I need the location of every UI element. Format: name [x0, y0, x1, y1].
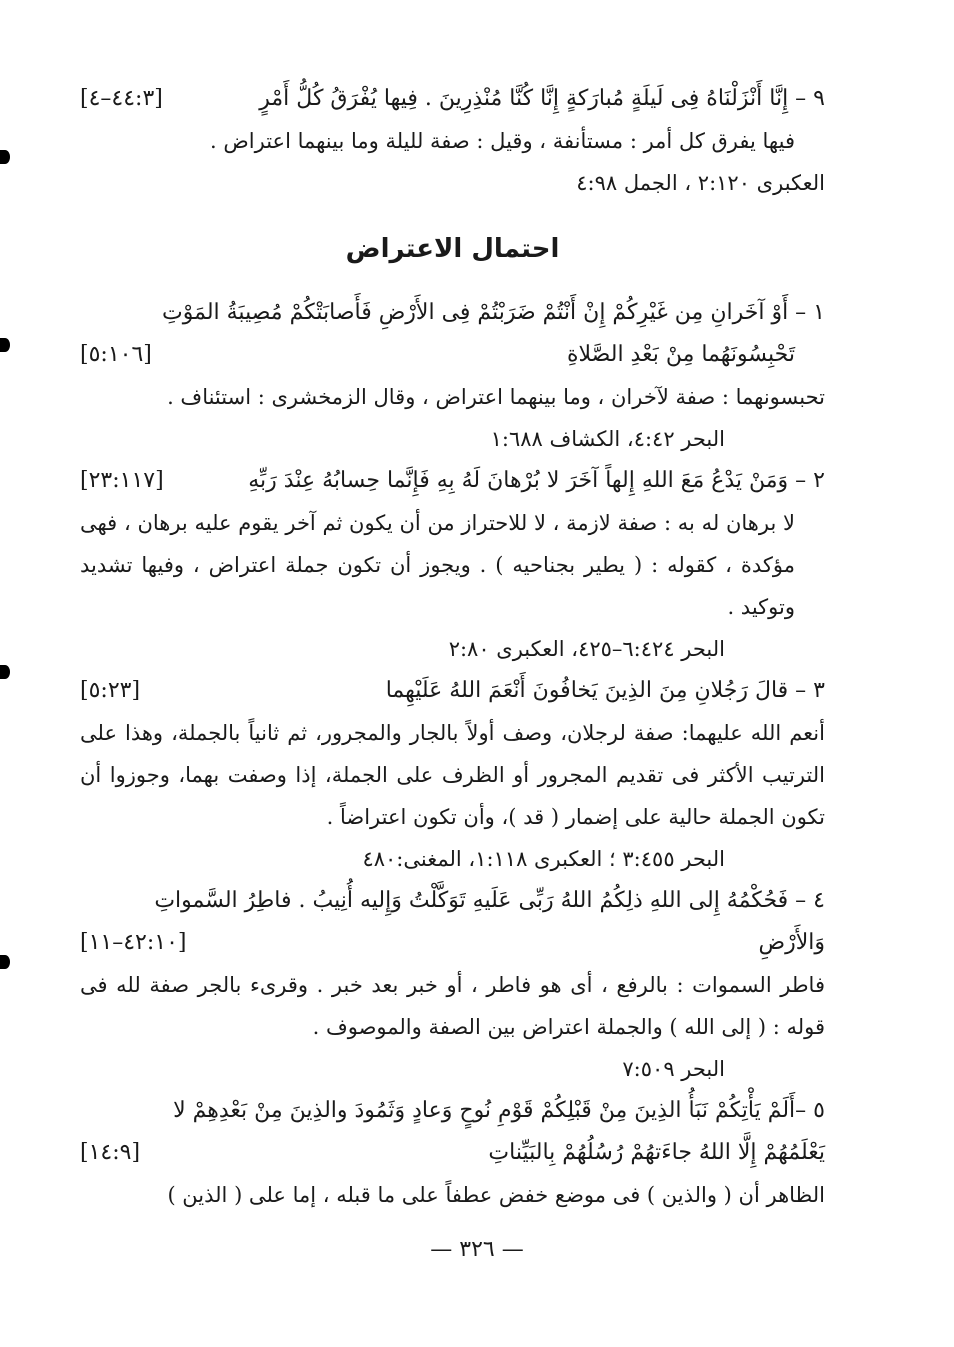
entry-1-ref: [٥:١٠٦]	[80, 342, 152, 367]
entry-5-verse-a: ٥ –أَلَمْ يَأْتِكُمْ نَبَأُ الذِينَ مِنْ قَبْلِكُمْ قَوْمِ نُوحٍ وَعادٍ وَثَمُودَ والذِينَ مِنْ بَعْدِهِمْ لا	[173, 1098, 825, 1123]
margin-mark	[0, 665, 10, 679]
entry-9-ref: [٤٤:٣–٤]	[80, 86, 163, 111]
margin-mark	[0, 150, 10, 164]
entry-5-note: الظاهر أن ( والذين ) فى موضع خفض عطفاً على ما قبله ، إما على ( الذين )	[167, 1183, 825, 1207]
entry-2-verse: ٢ – وَمَنْ يَدْعُ مَعَ اللهِ إِلهاً آخَرَ لا بُرْهانَ لَهُ بِهِ فَإِنَّما حِسابُهُ عِنْدَ رَبِّهِ	[248, 468, 825, 493]
entry-4-sources: البحر ٧:٥٠٩	[622, 1057, 725, 1081]
entry-4-note: فاطر السموات : بالرفع ، أى هو فاطر ، أو خبر بعد خبر . وقرىء بالجر صفة لله فى قوله : ( إلى الله ) والجملة اعتراض بين الصفة والموصوف .	[80, 973, 825, 1039]
entry-9-verse: ٩ – إِنَّا أَنْزَلْنَاهُ فِى لَيلَةٍ مُبارَكةٍ إِنَّا كُنَّا مُنْذِرِينَ . فِيها يُفْرَقُ كُلُّ أَمْرٍ	[259, 86, 825, 111]
entry-5-verse-b: يَعْلَمُهُمْ إِلَّا اللهُ جاءَتهُمْ رُسُلُهُمْ بِالبَيِّناتِ	[488, 1140, 825, 1165]
entry-3-note: أنعم الله عليهما: صفة لرجلان، وصف أولاً بالجار والمجرور، ثم ثانياً بالجملة، وهذا على الترتيب الأكثر فى تقديم المجرور أو الظرف على الجملة، إذا وصفت بهما، وجوزوا أن تكون الجملة حالية على إضمار ( قد )، وأن تكون اعتراضاً .	[80, 721, 825, 829]
entry-3-verse: ٣ – قالَ رَجُلانِ مِنَ الذِينَ يَخافُونَ أَنْعَمَ اللهُ عَلَيْهِما	[385, 678, 825, 703]
entry-4-verse-a: ٤ – فَحُكْمُهُ إِلى اللهِ ذلِكُمُ اللهُ رَبِّى عَلَيهِ تَوَكَّلْتُ وَإِليه أُنِيبُ . فاطِرُ السَّمواتِ	[154, 888, 825, 913]
entry-9-sources: العكبرى ٢:١٢٠ ، الجمل ٤:٩٨	[576, 171, 825, 195]
entry-4-ref: [٤٢:١٠–١١]	[80, 930, 187, 955]
margin-mark	[0, 338, 10, 352]
entry-1-sources: البحر ٤:٤٢، الكشاف ١:٦٨٨	[490, 427, 725, 451]
entry-2-sources: البحر ٦:٤٢٤–٤٢٥، العكبرى ٢:٨٠	[448, 637, 725, 661]
entry-2-note: لا برهان له به : صفة لازمة ، لا للاحتراز من أن يكون ثم آخر يقوم عليه برهان ، فهى مؤكدة ، كقوله : ( يطير بجناحيه ) . ويجوز أن تكون جملة اعتراض ، وفيها تشديد وتوكيد .	[80, 511, 795, 619]
page-number: — ٣٢٦ —	[430, 1237, 524, 1262]
entry-1-verse-b: تَحْبِسُونَهُما مِنْ بَعْدِ الصَّلاةِ	[567, 342, 795, 367]
margin-mark	[0, 955, 10, 969]
page-body	[80, 78, 825, 1216]
entry-4-verse-b: وَالأَرْضِ	[758, 930, 825, 955]
entry-2-verse-line	[80, 460, 825, 502]
entry-9-verse-line	[80, 78, 825, 120]
entry-3-verse-line	[80, 670, 825, 712]
entry-1-verse-a: ١ – أَوْ آخَرانِ مِن غَيْرِكُمْ إِنْ أَنْتُمْ ضَرَبْتُمْ فِى الأَرْضِ فَأَصابَتْكُمْ مُصِيبَةُ المَوْتِ	[162, 300, 825, 325]
entry-2-ref: [٢٣:١١٧]	[80, 468, 164, 493]
entry-5-verse-line	[80, 1132, 825, 1174]
entry-1-verse-line	[80, 334, 825, 376]
entry-3-ref: [٥:٢٣]	[80, 678, 141, 703]
entry-5-ref: [١٤:٩]	[80, 1140, 141, 1165]
entry-1-note: تحبسونهما : صفة لآخران ، وما بينهما اعتراض ، وقال الزمخشرى : استئناف .	[167, 385, 825, 409]
entry-9-note: فيها يفرق كل أمر : مستأنفة ، وقيل : صفة لليلة وما بينهما اعتراض .	[210, 129, 795, 153]
entry-4-verse-line	[80, 922, 825, 964]
entry-3-sources: البحر ٣:٤٥٥ ؛ العكبرى ١:١١٨، المغنى:٤٨٠	[362, 847, 725, 871]
section-title: احتمال الاعتراض	[345, 234, 560, 264]
